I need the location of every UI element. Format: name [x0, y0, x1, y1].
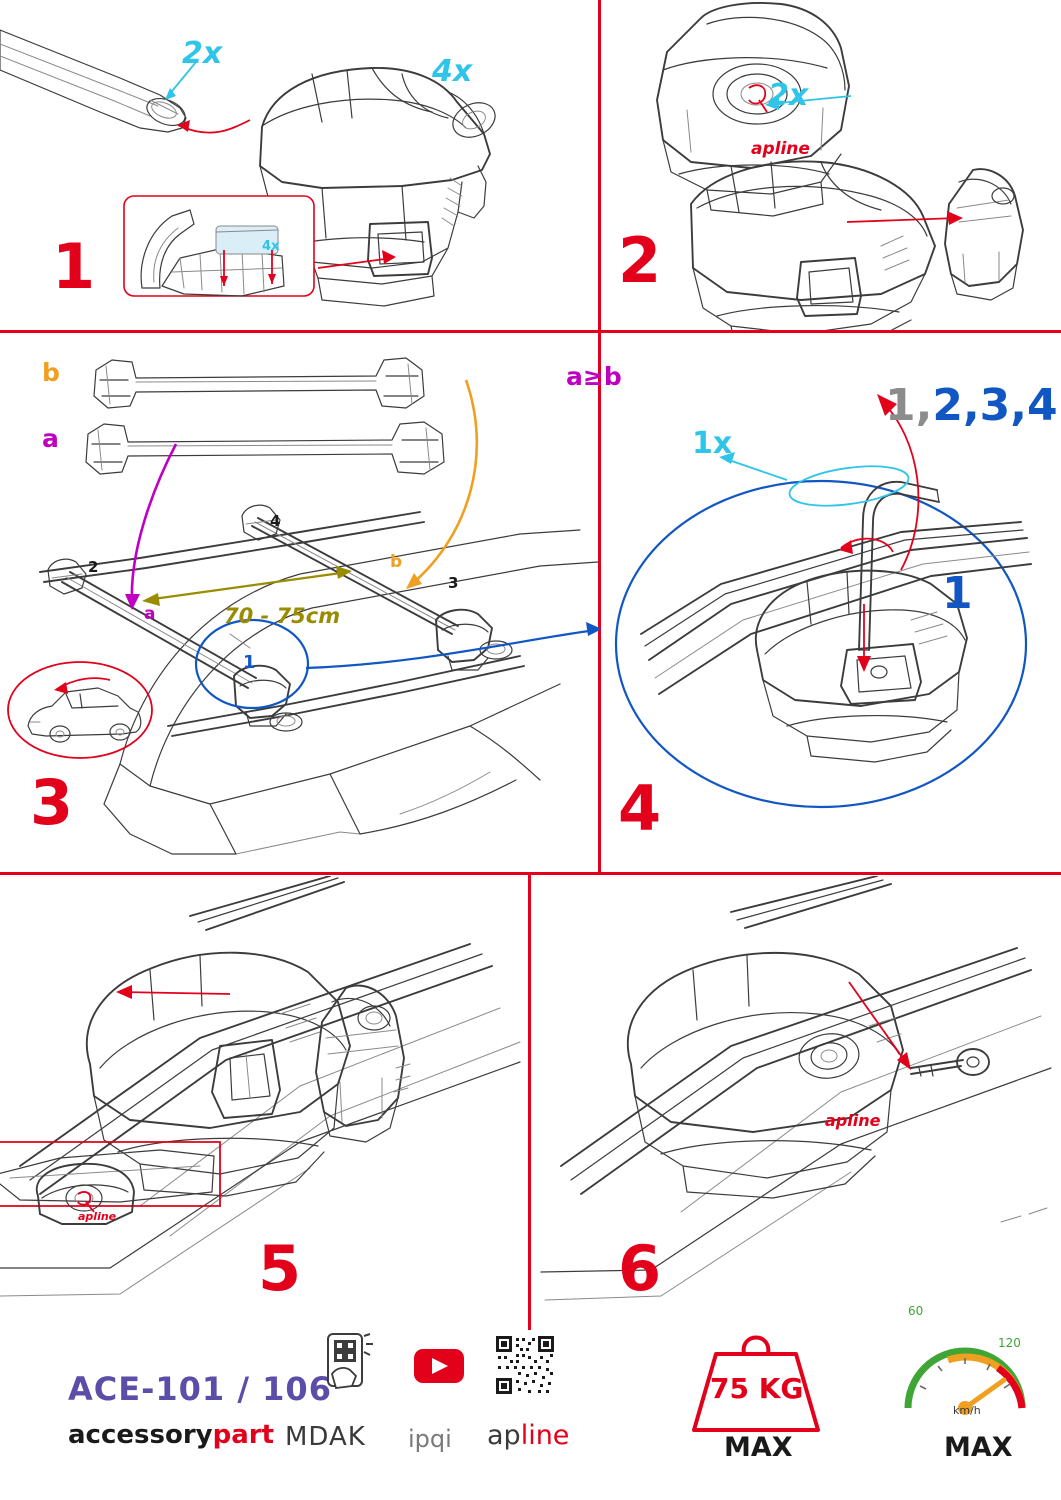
- step-number-2: 2: [618, 224, 663, 297]
- inset-qty-label: 4x: [262, 239, 280, 254]
- brand-accessorypart-part1: accessory: [68, 1420, 213, 1450]
- step-number-1: 1: [52, 230, 97, 303]
- torque-order-label: 1: [942, 568, 973, 619]
- speed-unit-label: km/h: [953, 1404, 981, 1417]
- brand-accessorypart: [68, 1420, 274, 1450]
- step-3-illustration: [0, 334, 600, 872]
- brand-accessorypart-part2: part: [212, 1420, 275, 1450]
- gauge-max-label: 120: [998, 1336, 1021, 1350]
- qty-label-2x-bar: 2x: [182, 36, 223, 71]
- qty-label-2x-lock: 2x: [768, 78, 809, 113]
- sequence-part-2: 2,3,4: [932, 380, 1058, 431]
- brand-apline: [487, 1420, 569, 1451]
- model-number: ACE-101 / 106: [68, 1370, 332, 1408]
- step-number-4: 4: [618, 772, 663, 845]
- qr-scan-icon[interactable]: [318, 1330, 388, 1408]
- arrow-label-b: b: [390, 552, 403, 572]
- bar-label-a: a: [42, 424, 59, 453]
- step-number-3: 3: [30, 766, 75, 839]
- brand-apline-part2: line: [520, 1420, 570, 1451]
- svg-text:apline: apline: [825, 1111, 881, 1130]
- position-label-3: 3: [448, 574, 459, 592]
- step-6-illustration: [531, 876, 1061, 1331]
- step-number-5: 5: [258, 1232, 303, 1305]
- svg-text:apline: apline: [751, 139, 810, 159]
- brand-apline-part1: ap: [487, 1420, 521, 1451]
- svg-text:apline: apline: [78, 1210, 117, 1223]
- brand-mdak: MDAK: [285, 1422, 366, 1452]
- step-number-6: 6: [618, 1232, 663, 1305]
- weight-max-label: MAX: [724, 1432, 793, 1463]
- bar-label-b: b: [42, 358, 60, 387]
- step-2-illustration: [601, 0, 1061, 330]
- sequence-label: [885, 380, 1058, 431]
- qr-code-icon[interactable]: [494, 1334, 556, 1396]
- qty-label-1x: 1x: [692, 426, 733, 461]
- compare-label: a≥b: [566, 362, 622, 391]
- distance-label: 70 - 75cm: [224, 604, 341, 628]
- position-label-2: 2: [88, 558, 99, 576]
- position-label-4: 4: [270, 512, 281, 530]
- gauge-min-label: 60: [908, 1304, 924, 1318]
- qty-label-4x-foot: 4x: [432, 54, 473, 89]
- section-divider-1: [0, 330, 1061, 333]
- brand-ipqi: ipqi: [408, 1425, 452, 1453]
- sequence-part-1: 1,: [885, 380, 933, 431]
- youtube-icon[interactable]: [412, 1345, 466, 1385]
- arrow-label-a: a: [144, 604, 156, 624]
- position-label-1: 1: [243, 652, 256, 673]
- weight-limit-value: 75 KG: [710, 1372, 804, 1405]
- speed-max-label: MAX: [944, 1432, 1013, 1463]
